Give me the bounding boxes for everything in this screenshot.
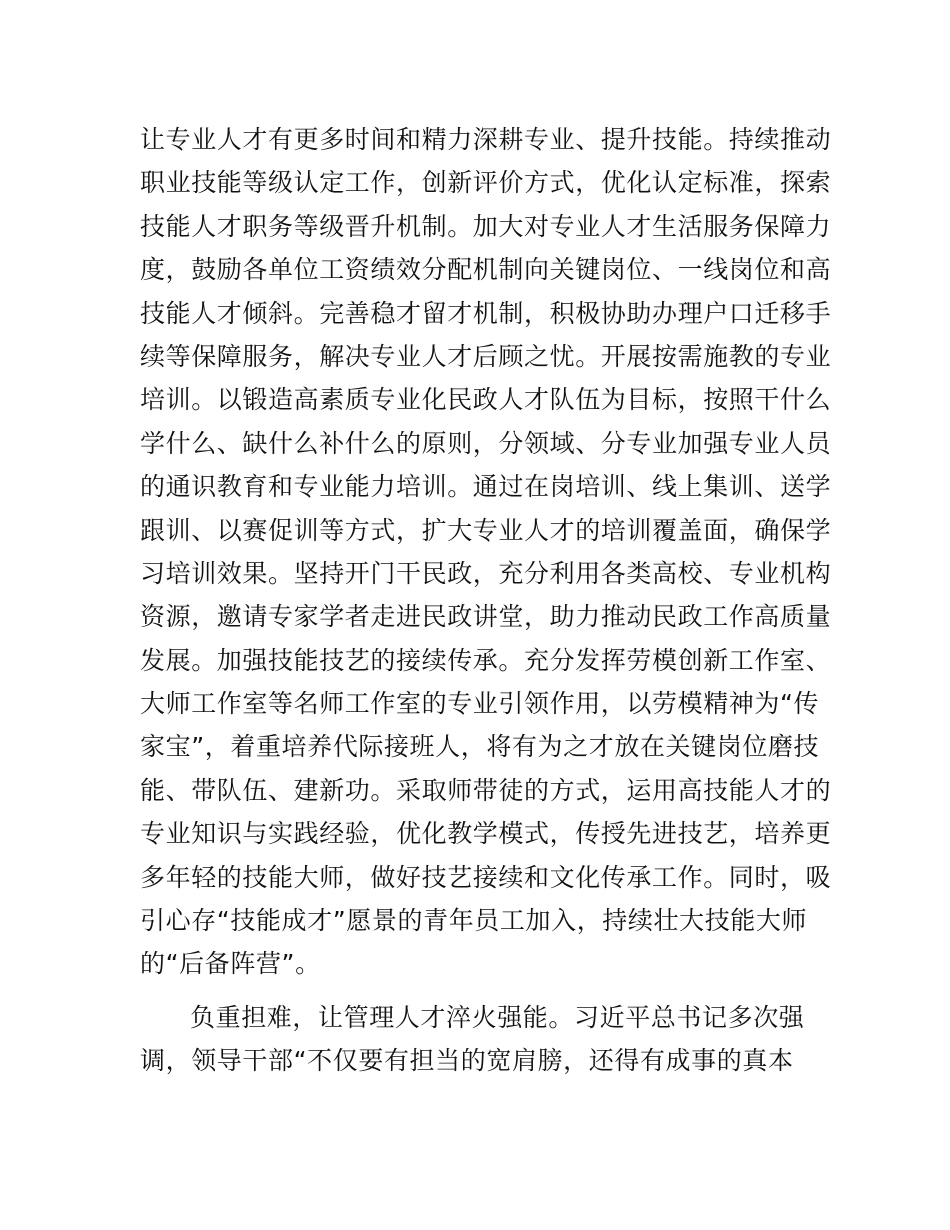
text-line: 家宝”，着重培养代际接班人，将有为之才放在关键岗位磨技 <box>140 732 820 762</box>
paragraph-1 <box>140 118 832 986</box>
text-line: 大师工作室等名师工作室的专业引领作用，以劳模精神为“传 <box>140 689 820 719</box>
text-line: 跟训、以赛促训等方式，扩大专业人才的培训覆盖面，确保学 <box>140 515 832 545</box>
text-line: 资源，邀请专家学者走进民政讲堂，助力推动民政工作高质量 <box>140 602 832 632</box>
text-line: 能、带队伍、建新功。采取师带徒的方式，运用高技能人才的 <box>140 775 832 805</box>
text-line: 培训。以锻造高素质专业化民政人才队伍为目标，按照干什么 <box>140 385 832 415</box>
text-line: 让专业人才有更多时间和精力深耕专业、提升技能。持续推动 <box>140 125 832 154</box>
text-line: 的通识教育和专业能力培训。通过在岗培训、线上集训、送学 <box>140 472 832 502</box>
text-line: 职业技能等级认定工作，创新评价方式，优化认定标准，探索 <box>140 168 832 198</box>
text-line: 发展。加强技能技艺的接续传承。充分发挥劳模创新工作室、 <box>140 645 832 675</box>
text-line: 专业知识与实践经验，优化教学模式，传授先进技艺，培养更 <box>140 819 832 849</box>
paragraph-gap <box>140 986 820 996</box>
text-line: 多年轻的技能大师，做好技艺接续和文化传承工作。同时，吸 <box>140 862 832 892</box>
text-line: 技能人才职务等级晋升机制。加大对专业人才生活服务保障力 <box>140 211 832 241</box>
text-line: 的“后备阵营”。 <box>140 949 321 979</box>
text-line: 调，领导干部“不仅要有担当的宽肩膀，还得有成事的真本 <box>140 1046 794 1076</box>
text-line: 技能人才倾斜。完善稳才留才机制，积极协助办理户口迁移手 <box>140 298 832 328</box>
text-line: 引心存“技能成才”愿景的青年员工加入，持续壮大技能大师 <box>140 906 808 936</box>
text-line: 续等保障服务，解决专业人才后顾之忧。开展按需施教的专业 <box>140 341 832 371</box>
paragraph-2 <box>140 996 820 1083</box>
body-text <box>140 118 832 1083</box>
text-line: 习培训效果。坚持开门干民政，充分利用各类高校、专业机构 <box>140 558 832 588</box>
text-line: 度，鼓励各单位工资绩效分配机制向关键岗位、一线岗位和高 <box>140 255 832 285</box>
text-line: 负重担难，让管理人才淬火强能。习近平总书记多次强 <box>190 1002 805 1032</box>
text-line: 学什么、缺什么补什么的原则，分领域、分专业加强专业人员 <box>140 428 832 458</box>
